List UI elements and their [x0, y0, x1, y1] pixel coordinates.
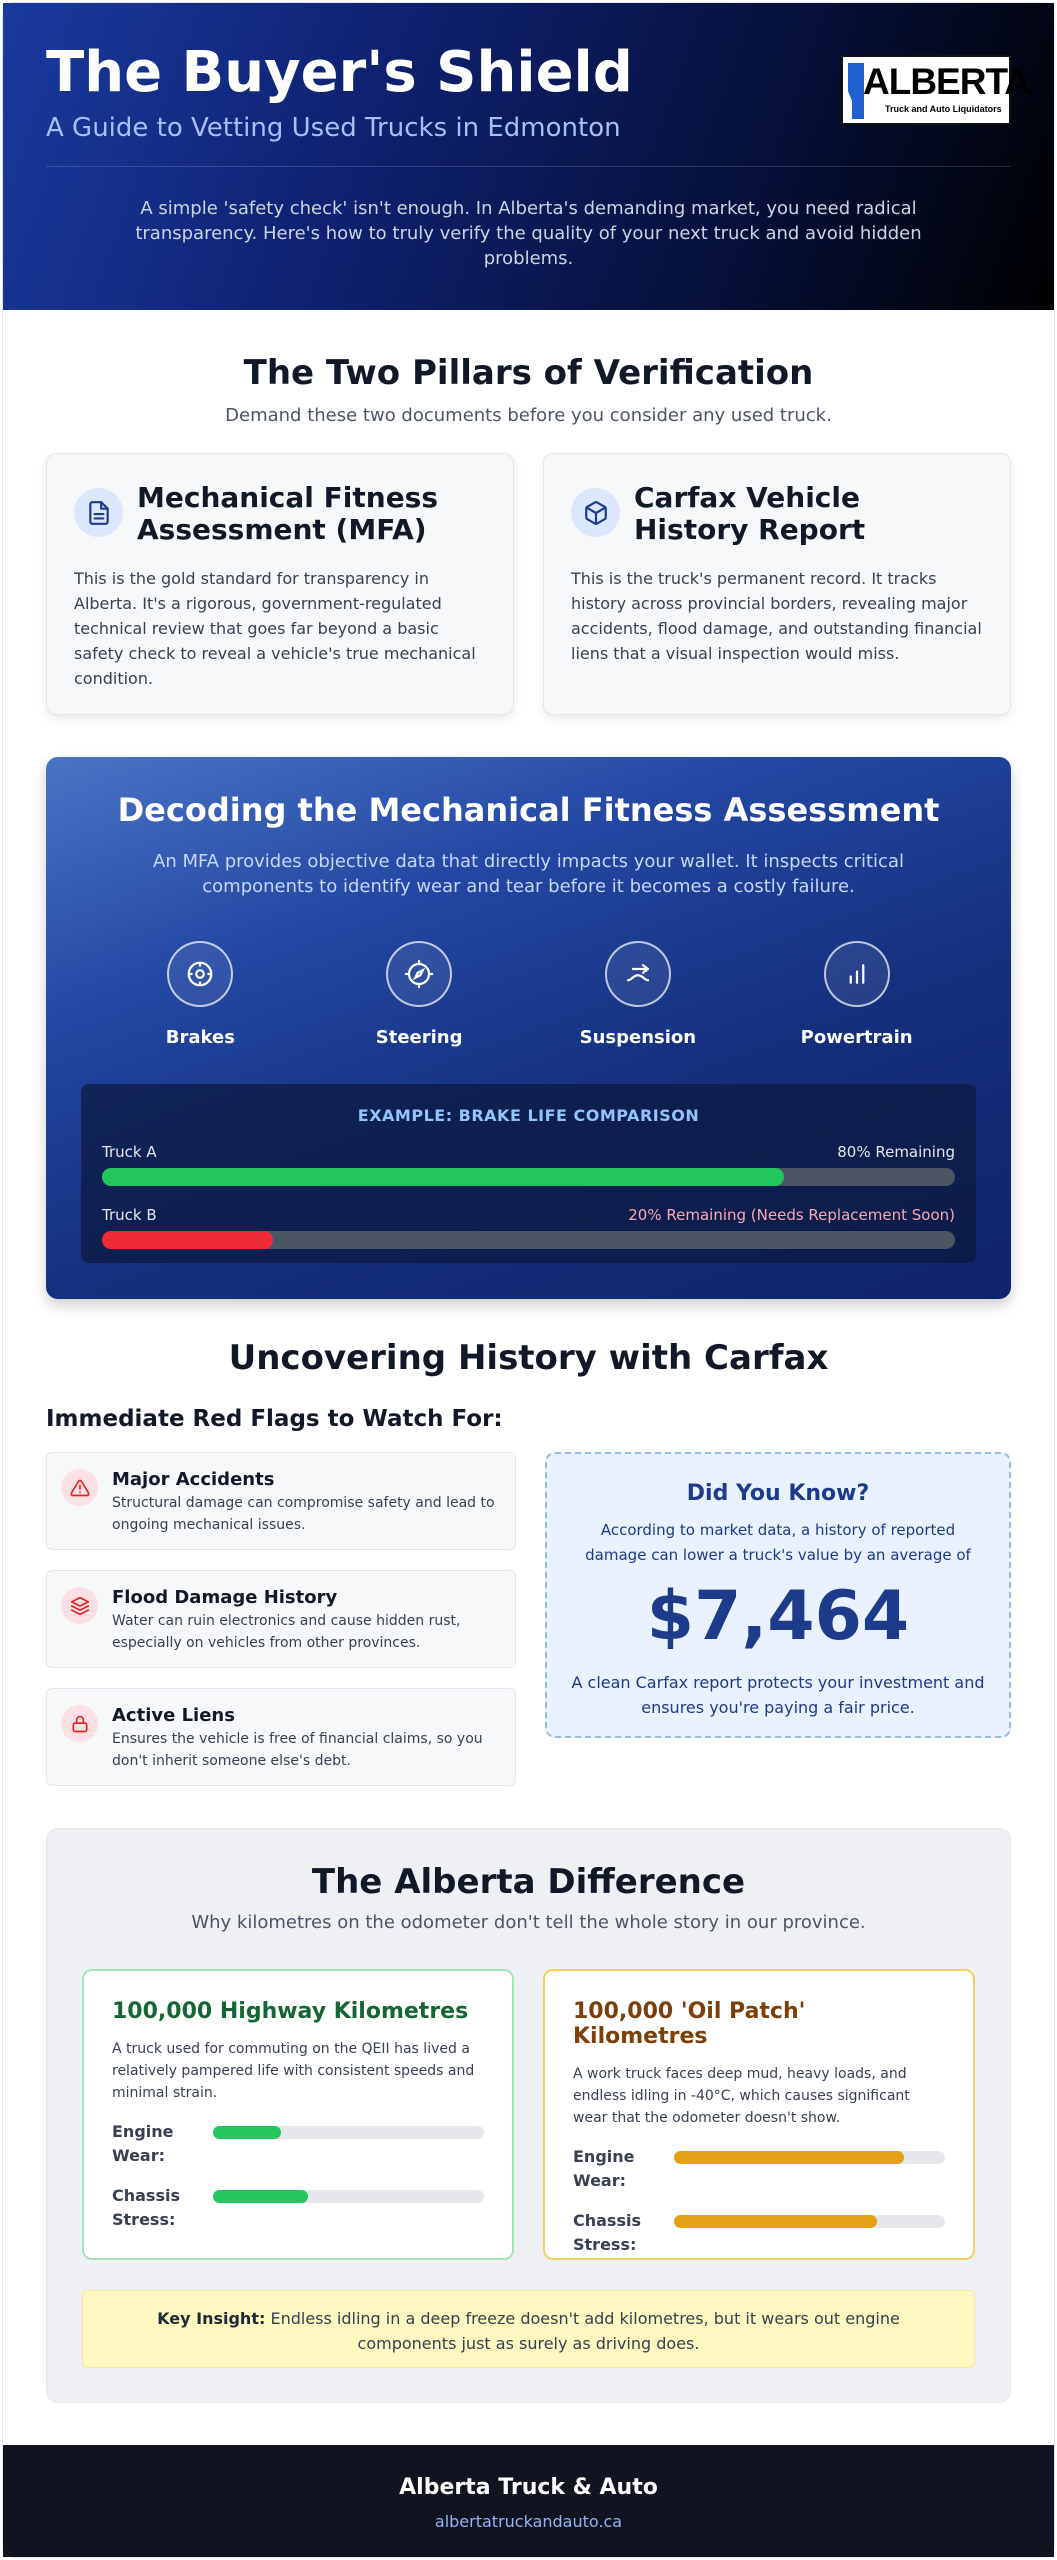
meter-fill — [213, 2190, 308, 2203]
component-label: Suspension — [579, 1027, 697, 1048]
mfa-components — [46, 941, 1011, 1048]
meter-label: Engine Wear: — [112, 2122, 174, 2165]
footer-website-link[interactable]: albertatruckandauto.ca — [434, 2512, 623, 2531]
red-flag-title: Active Liens — [112, 1705, 235, 1726]
red-flags-list — [46, 1452, 516, 1806]
component-steering — [339, 941, 499, 1048]
card-text: A work truck faces deep mud, heavy loads, and endless idling in -40°C, which causes significant wear that the odometer doesn't show. — [573, 2066, 910, 2126]
red-flag-title: Flood Damage History — [112, 1587, 338, 1608]
key-insight-label: Key Insight: — [157, 2309, 266, 2328]
did-you-know-title: Did You Know? — [686, 1481, 870, 1506]
card-title: 100,000 'Oil Patch' Kilometres — [573, 1999, 806, 2049]
bar-chart-icon — [824, 941, 890, 1007]
meter-track — [674, 2215, 945, 2228]
engine-wear-meter — [112, 2120, 484, 2168]
logo-wordmark: ALBERTA — [863, 61, 1031, 102]
page-footer — [3, 2445, 1054, 2557]
document-icon — [74, 488, 123, 537]
meter-fill — [674, 2151, 904, 2164]
value-loss-amount: $7,464 — [646, 1577, 910, 1656]
layers-icon — [61, 1587, 98, 1624]
footer-company-name: Alberta Truck & Auto — [399, 2475, 658, 2500]
brake-row-truck-b — [102, 1206, 955, 1249]
highway-km-card — [82, 1969, 514, 2260]
brake-progress-fill — [102, 1168, 784, 1186]
red-flag-item — [46, 1570, 516, 1668]
brake-comparison — [81, 1084, 976, 1263]
red-flag-item — [46, 1452, 516, 1550]
chassis-stress-meter — [112, 2184, 484, 2232]
component-label: Steering — [375, 1027, 463, 1048]
component-brakes — [120, 941, 280, 1048]
did-you-know-text: According to market data, a history of reported damage can lower a truck's value by an average of — [585, 1521, 971, 1564]
pillar-title: Carfax Vehicle History Report — [634, 481, 866, 546]
alberta-logo[interactable] — [841, 55, 1031, 125]
hero-divider — [46, 166, 1011, 167]
hero-header — [3, 3, 1054, 310]
component-powertrain — [777, 941, 937, 1048]
suspension-arrows-icon — [605, 941, 671, 1007]
brake-progress-track — [102, 1231, 955, 1249]
component-label: Powertrain — [800, 1027, 913, 1048]
logo-tagline: Truck and Auto Liquidators — [885, 104, 1002, 114]
cube-icon — [571, 488, 620, 537]
key-insight-text: Endless idling in a deep freeze doesn't add kilometres, but it wears out engine components just as surely as driving does. — [265, 2309, 900, 2353]
card-title: 100,000 Highway Kilometres — [112, 1999, 469, 2024]
component-suspension — [558, 941, 718, 1048]
red-flag-text: Ensures the vehicle is free of financial claims, so you don't inherit someone else's debt. — [112, 1731, 483, 1769]
pillar-text: This is the truck's permanent record. It tracks history across provincial borders, revealing major accidents, flood damage, and outstanding financial liens that a visual inspection would miss. — [571, 569, 982, 663]
card-text: A truck used for commuting on the QEII has lived a relatively pampered life with consistent speeds and minimal strain. — [112, 2041, 475, 2101]
pillars-title: The Two Pillars of Verification — [243, 353, 814, 393]
brake-truck-name: Truck A — [102, 1143, 157, 1161]
red-flag-text: Structural damage can compromise safety and lead to ongoing mechanical issues. — [112, 1495, 495, 1533]
mfa-panel — [46, 757, 1011, 1299]
page-subtitle: A Guide to Vetting Used Trucks in Edmonton — [46, 113, 621, 143]
pillars-subtitle: Demand these two documents before you consider any used truck. — [225, 405, 832, 426]
red-flag-title: Major Accidents — [112, 1469, 275, 1490]
brake-status: 20% Remaining (Needs Replacement Soon) — [628, 1206, 955, 1224]
brake-progress-track — [102, 1168, 955, 1186]
page — [3, 3, 1054, 2557]
pillar-card-carfax — [543, 453, 1011, 715]
pillar-title: Mechanical Fitness Assessment (MFA) — [137, 481, 439, 546]
meter-fill — [674, 2215, 877, 2228]
meter-track — [213, 2126, 484, 2139]
alberta-difference-section — [46, 1828, 1011, 2403]
steering-compass-icon — [386, 941, 452, 1007]
engine-wear-meter — [573, 2145, 945, 2193]
lock-icon — [61, 1705, 98, 1742]
component-label: Brakes — [165, 1027, 235, 1048]
pillars-section — [3, 353, 1054, 426]
page-title: The Buyer's Shield — [46, 40, 633, 105]
brake-truck-name: Truck B — [102, 1206, 157, 1224]
meter-fill — [213, 2126, 281, 2139]
pillars-cards — [46, 453, 1011, 715]
brake-status: 80% Remaining — [837, 1143, 955, 1161]
did-you-know-footer: A clean Carfax report protects your investment and ensures you're paying a fair price. — [571, 1673, 985, 1717]
meter-track — [674, 2151, 945, 2164]
red-flags-heading: Immediate Red Flags to Watch For: — [46, 1406, 503, 1432]
brake-comparison-title: EXAMPLE: BRAKE LIFE COMPARISON — [357, 1106, 700, 1125]
red-flag-text: Water can ruin electronics and cause hidden rust, especially on vehicles from other provinces. — [112, 1613, 461, 1651]
key-insight-callout — [82, 2290, 975, 2368]
brake-progress-fill — [102, 1231, 273, 1249]
hero-intro: A simple 'safety check' isn't enough. In Alberta's demanding market, you need radical transparency. Here's how to truly verify the quality of your next truck and avoid hidden problems. — [135, 198, 922, 269]
pillar-text: This is the gold standard for transparency in Alberta. It's a rigorous, government-regulated technical review that goes far beyond a basic safety check to reveal a vehicle's true mechanical condition. — [74, 569, 476, 688]
warning-triangle-icon — [61, 1469, 98, 1506]
mfa-intro: An MFA provides objective data that directly impacts your wallet. It inspects critical components to identify wear and tear before it becomes a costly failure. — [153, 851, 904, 897]
brake-row-truck-a — [102, 1143, 955, 1186]
did-you-know-callout — [545, 1452, 1011, 1738]
alberta-title: The Alberta Difference — [311, 1862, 746, 1902]
pillar-card-mfa — [46, 453, 514, 715]
meter-label: Chassis Stress: — [573, 2211, 641, 2254]
mfa-title: Decoding the Mechanical Fitness Assessment — [117, 791, 940, 829]
brake-disc-icon — [167, 941, 233, 1007]
alberta-subtitle: Why kilometres on the odometer don't tell the whole story in our province. — [191, 1912, 866, 1933]
red-flag-item — [46, 1688, 516, 1786]
meter-label: Chassis Stress: — [112, 2186, 180, 2229]
carfax-title: Uncovering History with Carfax — [228, 1338, 829, 1378]
meter-label: Engine Wear: — [573, 2147, 635, 2190]
oil-patch-km-card — [543, 1969, 975, 2260]
kilometre-comparison — [82, 1969, 975, 2260]
chassis-stress-meter — [573, 2209, 945, 2257]
meter-track — [213, 2190, 484, 2203]
